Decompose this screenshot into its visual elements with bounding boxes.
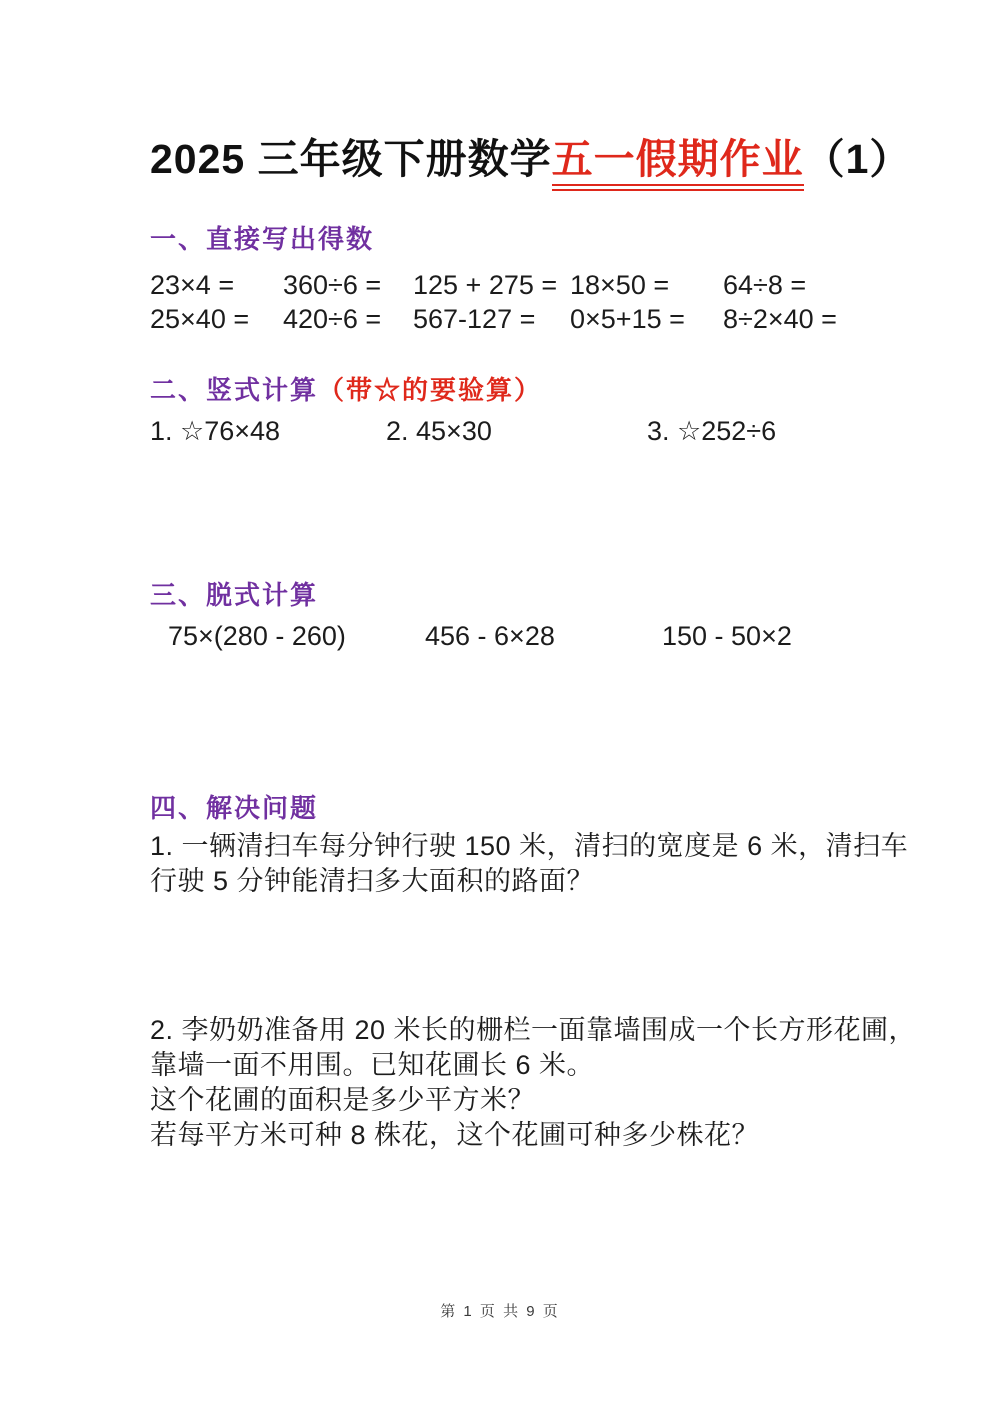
title-prefix: 2025 三年级下册数学	[150, 136, 552, 182]
equation: 64÷8 =	[723, 270, 807, 300]
equation: 0×5+15 =	[570, 304, 685, 334]
section-2-heading-main: 二、竖式计算	[150, 375, 319, 405]
equation: 23×4 =	[150, 270, 235, 300]
problem-item: 3. ☆252÷6	[647, 416, 777, 446]
problem-text-line: 1. 一辆清扫车每分钟行驶 150 米，清扫的宽度是 6 米，清扫车	[150, 831, 909, 861]
section-1-heading: 一、直接写出得数	[150, 224, 375, 254]
equation: 420÷6 =	[283, 304, 382, 334]
problem-item: 75×(280 - 260)	[168, 621, 346, 651]
section-2-heading	[150, 370, 855, 407]
equation: 360÷6 =	[283, 270, 382, 300]
title-suffix: （1）	[803, 136, 912, 182]
word-problem-1	[150, 829, 909, 899]
equation-row-1	[150, 268, 855, 302]
problem-text-line: 这个花圃的面积是多少平方米？	[150, 1085, 535, 1115]
equation: 18×50 =	[570, 270, 670, 300]
problem-item: 456 - 6×28	[425, 621, 555, 651]
problem-item: 150 - 50×2	[662, 621, 792, 651]
equation: 567-127 =	[413, 304, 536, 334]
problem-item: 2. 45×30	[386, 416, 492, 446]
page-title	[150, 0, 912, 185]
section-3-heading: 三、脱式计算	[150, 580, 319, 610]
section-2-heading-note: （带☆的要验算）	[318, 375, 543, 405]
problem-text-line: 若每平方米可种 8 株花，这个花圃可种多少株花？	[150, 1120, 760, 1150]
problem-item: 1. ☆76×48	[150, 416, 281, 446]
equation-row-2	[150, 302, 855, 336]
title-highlight: 五一假期作业	[552, 136, 804, 191]
page-number: 第 1 页 共 9 页	[440, 1303, 560, 1320]
word-problem-2	[150, 1013, 917, 1153]
vertical-calculation-items	[150, 415, 855, 447]
problem-text-line: 2. 李奶奶准备用 20 米长的栅栏一面靠墙围成一个长方形花圃，	[150, 1015, 917, 1045]
problem-text-line: 靠墙一面不用围。已知花圃长 6 米。	[150, 1050, 595, 1080]
step-calculation-items	[150, 620, 855, 652]
problem-text-line: 行驶 5 分钟能清扫多大面积的路面？	[150, 866, 595, 896]
section-4-heading: 四、解决问题	[150, 793, 319, 823]
equation: 25×40 =	[150, 304, 250, 334]
equation: 125 + 275 =	[413, 270, 558, 300]
equation: 8÷2×40 =	[723, 304, 837, 334]
